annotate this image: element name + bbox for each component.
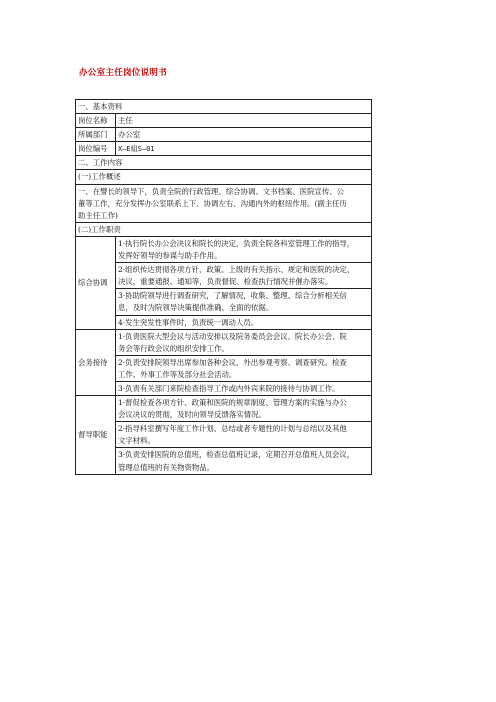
duty-item bbox=[116, 356, 372, 382]
duty-items bbox=[116, 330, 372, 395]
duty-item bbox=[116, 448, 372, 473]
position-name-value: 主任 bbox=[116, 114, 372, 127]
duty-group-supervision bbox=[76, 396, 372, 475]
duty-item bbox=[116, 237, 372, 263]
duty-item bbox=[116, 289, 372, 315]
duty-line: 管理总值班的有关物资物品。 bbox=[118, 462, 215, 472]
duty-line: 文字材料。 bbox=[118, 436, 155, 446]
duty-item bbox=[116, 263, 372, 289]
duty-group-label: 会务接待 bbox=[76, 330, 116, 395]
duty-line: 工作、外事工作等及部分社会活动。 bbox=[118, 369, 237, 379]
duty-line: 2·指导科室撰写年度工作计划、总结或者专题性的计划与总结以及其他 bbox=[118, 424, 347, 434]
duties-heading: (二)工作职责 bbox=[76, 223, 372, 236]
duty-line: 3·负责安排医院的总值班，检查总值班记录，定期召开总值班人员会议， bbox=[118, 450, 355, 460]
section-content-row bbox=[76, 156, 372, 170]
position-code-value: X—E組S—01 bbox=[116, 142, 372, 155]
section-basic-heading: 一、基本资料 bbox=[76, 100, 372, 113]
duty-item bbox=[116, 382, 372, 395]
basic-dept-row bbox=[76, 128, 372, 142]
duty-item bbox=[116, 330, 372, 356]
duty-items bbox=[116, 237, 372, 329]
duties-head-row bbox=[76, 223, 372, 237]
duty-item bbox=[116, 422, 372, 448]
duty-line: 1·督促检查各项方针、政策和医院的规章制度、管理方案的实施与办公 bbox=[118, 398, 347, 408]
duty-item bbox=[116, 316, 372, 329]
overview-head-row bbox=[76, 170, 372, 184]
section-content-heading: 二、工作内容 bbox=[76, 156, 372, 169]
duty-line: 3·负责有关部门来院检查指导工作或内外宾来院的接待与协调工作。 bbox=[118, 383, 340, 393]
duty-line: 2·负责安排院领导出席参加各种会议、外出参观考察、调查研究、检查 bbox=[118, 357, 347, 367]
duty-line: 会议决议的贯彻，及时向领导反馈落实情况。 bbox=[118, 410, 266, 420]
duty-line: 息，及时为院领导决策提供准确、全面的依据。 bbox=[118, 303, 274, 313]
duty-line: 4·发生突发性事件时，负责统一调动人员。 bbox=[118, 317, 259, 327]
duty-items bbox=[116, 396, 372, 474]
job-description-table bbox=[75, 99, 372, 475]
department-label: 所属部门 bbox=[76, 128, 116, 141]
duty-line: 1·执行院长办公会决议和院长的决定，负责全院各科室管理工作的指导， bbox=[118, 238, 355, 248]
overview-body-row bbox=[76, 185, 372, 223]
duty-group-label: 综合协调 bbox=[76, 237, 116, 329]
duty-line: 发挥好领导的参谋与助手作用。 bbox=[118, 251, 222, 261]
duty-line: 务会等行政会议的组织安排工作。 bbox=[118, 343, 229, 353]
overview-text bbox=[76, 185, 372, 222]
section-basic-row bbox=[76, 100, 372, 114]
overview-line: 董等工作，充分发挥办公室联系上下、协调左右、沟通内外的枢纽作用。(副主任历 bbox=[78, 198, 347, 208]
duty-line: 决议，重要通报、通知等，负责督促、检查执行情况并催办落实。 bbox=[118, 277, 333, 287]
overview-heading: (一)工作概述 bbox=[76, 170, 372, 183]
duty-line: 1·负责医院大型会议与活动安排以及院务委员会会议、院长办公会、院 bbox=[118, 331, 347, 341]
duty-group-coordination bbox=[76, 237, 372, 330]
overview-line: 一、在譬长的领导下，负责全院的行政管理、综合协调、文书档案、医院宣传、公 bbox=[78, 186, 345, 196]
duty-line: 2·组织传达贯彻各项方针、政策、上级的有关指示、规定和医院的决定、 bbox=[118, 265, 355, 275]
duty-group-label: 督导职能 bbox=[76, 396, 116, 474]
document-title: 办公室主任岗位说明书 bbox=[79, 68, 168, 78]
duty-line: 3·协助院领导进行调查研究，了解情况，收集、整理、综合分析相关信 bbox=[118, 291, 347, 301]
department-value: 办公室 bbox=[116, 128, 372, 141]
position-code-label: 岗位编号 bbox=[76, 142, 116, 155]
basic-code-row bbox=[76, 142, 372, 156]
basic-name-row bbox=[76, 114, 372, 128]
position-name-label: 岗位名称 bbox=[76, 114, 116, 127]
overview-line: 助主任工作) bbox=[78, 210, 118, 220]
duty-group-reception bbox=[76, 330, 372, 396]
duty-item bbox=[116, 396, 372, 422]
